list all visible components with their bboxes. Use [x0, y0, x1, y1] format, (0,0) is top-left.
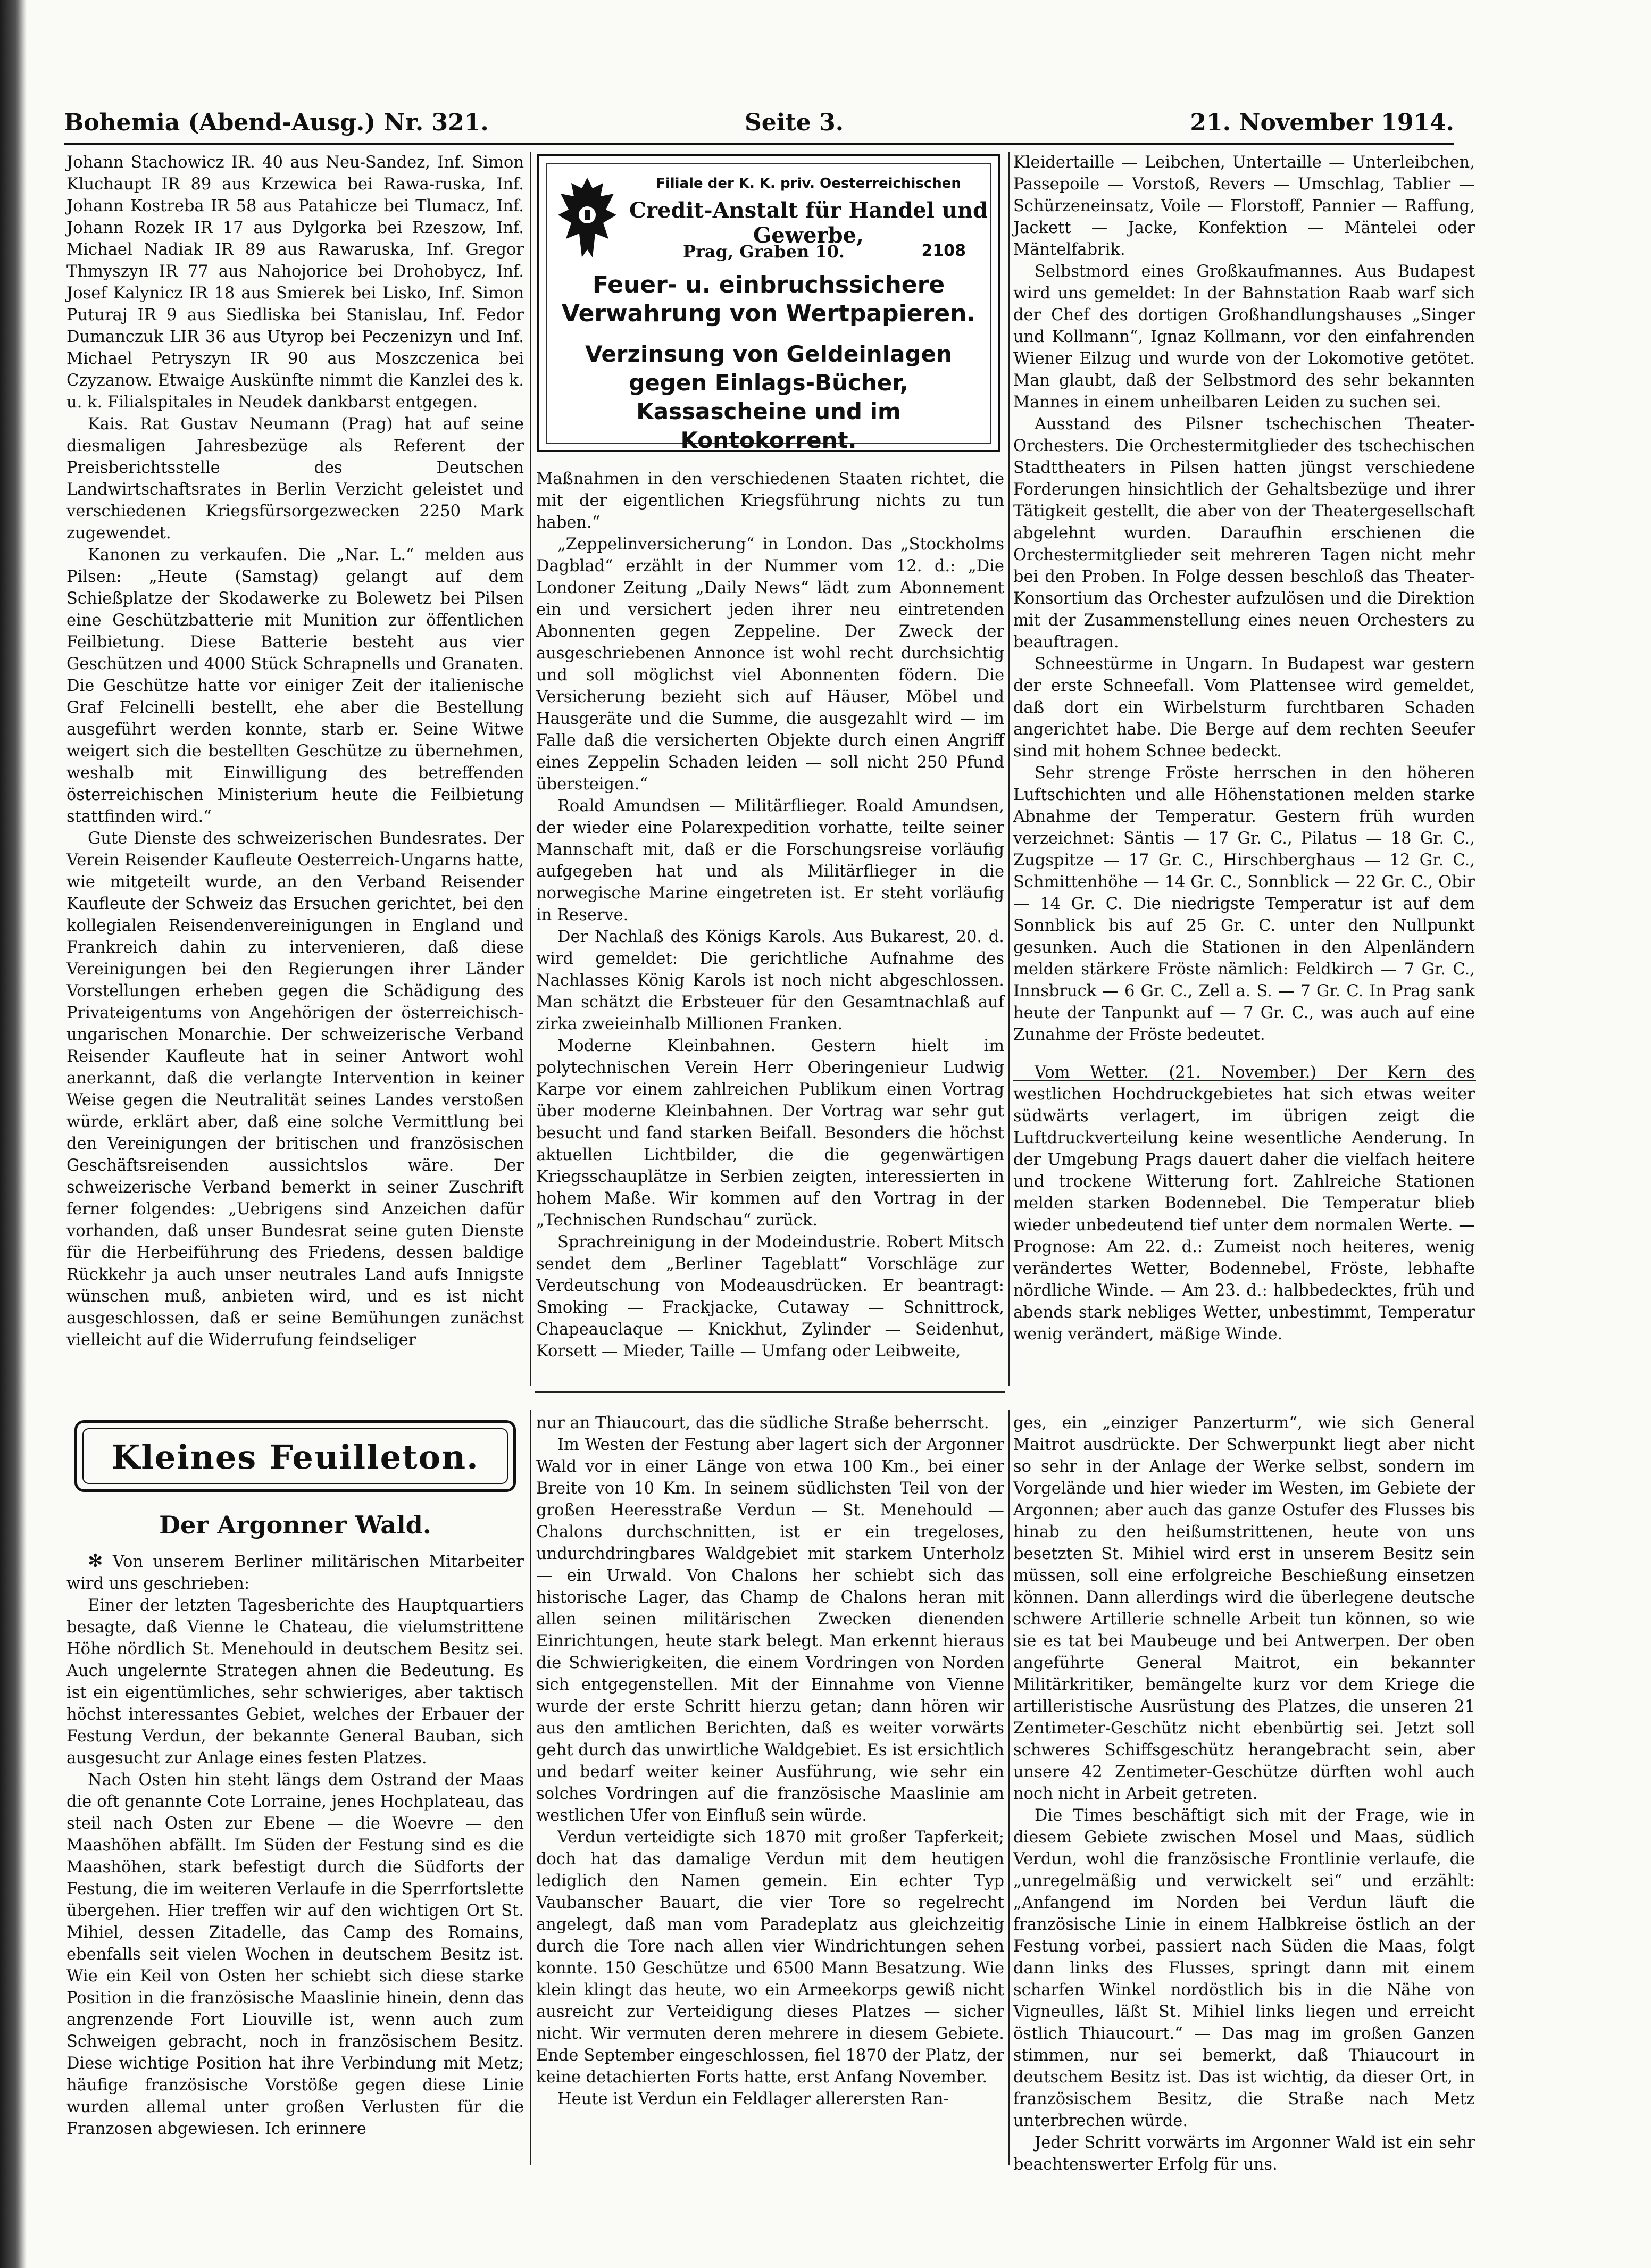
ad-line-1: Filiale der K. K. priv. Oesterreichischen: [656, 176, 961, 191]
column-2: [536, 468, 1004, 1362]
paragraph: Kanonen zu verkaufen. Die „Nar. L.“ melden aus Pilsen: „Heute (Samstag) gelangt auf dem Schießplatze der Skodawerke zu Bolewetz bei Pilsen eine Geschützbatterie mit Munition zur öffentlichen Feilbietung. Diese Batterie besteht aus vier Geschützen und 4000 Stück Schrapnells und Granaten. Die Geschütze hatte vor einiger Zeit der italienische Graf Felcinelli bestellt, ehe aber die Bestellung ausgeführt werden konnte, starb er. Seine Witwe weigert sich die bestellten Geschütze zu übernehmen, weshalb mit Einwilligung des betreffenden österreichischen Ministerium heute die Feilbietung stattfinden wird.“: [66, 546, 524, 826]
paragraph: ges, ein „einziger Panzerturm“, wie sich General Maitrot ausdrückte. Der Schwerpunkt liegt aber nicht so sehr in der Anlage der Werke selbst, sondern im Vorgelände und hier wieder im Westen, im Gebiete der Argonnen; aber auch das ganze Ostufer des Flusses bis hinab zu den heißumstrittenen, heute von uns besetzten St. Mihiel wird erst in unserem Besitz sein müssen, soll eine erfolgreiche Beschießung einsetzen können. Dann allerdings wird die überlegene deutsche schwere Artillerie schnelle Arbeit tun können, so wie sie es tat bei Maubeuge und bei Antwerpen. Der oben angeführte General Maitrot, ein bekannter Militärkritiker, bemängelte kurz vor dem Kriege die artilleristische Ausrüstung des Platzes, die unseren 21 Zentimeter-Geschütz nicht ebenbürtig sei. Jetzt soll schweres Schiffsgeschütz herangebracht sein, aber unsere 42 Zentimeter-Geschütze dürften wohl auch noch nicht in Arbeit getreten.: [1013, 1414, 1475, 1803]
paragraph: Kais. Rat Gustav Neumann (Prag) hat auf seine diesmaligen Jahresbezüge als Referent der Preisberichtsstelle des Deutschen Landwirtschaftsrates in Berlin Verzicht geleistet und verschiedenen Kriegsfürsorgezwecken 2250 Mark zugewendet.: [66, 415, 524, 543]
paragraph: „Zeppelinversicherung“ in London. Das „Stockholms Dagblad“ erzählt in der Nummer vom 12. d.: „Die Londoner Zeitung „Daily News“ lädt zum Abonnement ein und versichert jeden ihrer neu eintretenden Abonnenten gegen Zeppeline. Der Zweck der ausgeschriebenen Annonce ist wohl recht durchsichtig und soll möglichst viel Abonnenten födern. Die Versicherung bezieht sich auf Häuser, Möbel und Hausgeräte und die Summe, die ausgezahlt wird — im Falle daß die versicherten Objekte durch einen Angriff eines Zeppelin Schaden leiden — soll nicht 250 Pfund übersteigen.“: [536, 535, 1004, 794]
section-rule-mid: [535, 1391, 1005, 1393]
paragraph: Maßnahmen in den verschiedenen Staaten richtet, die mit der eigentlichen Kriegsführung nichts zu tun haben.“: [536, 470, 1004, 532]
ad-line-5: Verzinsung von Geldeinlagen gegen Einlags-Bücher, Kassascheine und im Kontokorrent.: [585, 341, 952, 453]
ad-line-2: Credit-Anstalt für Handel und Gewerbe,: [629, 198, 988, 248]
paragraph: Sehr strenge Fröste herrschen in den höheren Luftschichten und alle Höhenstationen melden starke Abnahme der Temperatur. Gestern früh wurden verzeichnet: Säntis — 17 Gr. C., Pilatus — 18 Gr. C., Zugspitze — 17 Gr. C., Hirschberghaus — 12 Gr. C., Schmittenhöhe — 14 Gr. C., Sonnblick — 22 Gr. C., Obir — 14 Gr. C. Die niedrigste Temperatur ist auf dem Sonnblick bis auf 25 Gr. C. unter den Nullpunkt gesunken. Auch die Stationen in den Alpenländern melden stärkere Fröste nämlich: Feldkirch — 7 Gr. C., Innsbruck — 6 Gr. C., Zell a. S. — 7 Gr. C. In Prag sank heute der Tanpunkt auf — 7 Gr. C., was auch auf eine Zunahme der Fröste bedeutet.: [1013, 764, 1475, 1044]
column-rule-2: [1008, 152, 1010, 1386]
column-1: [66, 152, 524, 1351]
paragraph: Gute Dienste des schweizerischen Bundesrates. Der Verein Reisender Kaufleute Oesterreich-Ungarns hatte, wie mitgeteilt wurde, an den Verband Reisender Kaufleute der Schweiz das Ersuchen gerichtet, bei den kollegialen Reisendenvereinigungen in England und Frankreich dahin zu intervenieren, daß diese Vereinigungen bei den Regierungen ihrer Länder Vorstellungen erheben gegen die Schädigung des Privateigentums von Angehörigen der österreichisch-ungarischen Monarchie. Der schweizerische Verband Reisender Kaufleute hat in seiner Antwort wohl anerkannt, daß die verlangte Intervention in keiner Weise gegen die Neutralität seines Landes verstoßen würde, erklärt aber, daß eine solche Vermittlung bei den Vereinigungen der britischen und französischen Geschäftsreisenden aussichtslos wäre. Der schweizerische Verband bemerkt in seiner Zuschrift ferner folgendes: „Uebrigens sind Anzeichen dafür vorhanden, daß unser Bundesrat seine guten Dienste für die Herbeiführung des Friedens, dessen baldige Rückkehr ja auch unser neutrales Land aufs Innigste wünschen muß, anbieten wird, und es ist nicht ausgeschlossen, daß er seine Bemühungen zunächst vielleicht auf die Widerrufung feindseliger: [66, 829, 524, 1349]
feuilleton-title: Kleines Feuilleton.: [111, 1438, 479, 1477]
ad-address: Prag, Graben 10.: [683, 241, 845, 262]
paragraph: Sprachreinigung in der Modeindustrie. Robert Mitsch sendet dem „Berliner Tageblatt“ Vorschläge zur Verdeutschung von Modeausdrücken. Er beantragt: Smoking — Frackjacke, Cutaway — Schnittrock, Chapeauclaque — Knickhut, Zylinder — Seidenhut, Korsett — Mieder, Taille — Umfang oder Leibweite,: [536, 1233, 1004, 1361]
paragraph: Moderne Kleinbahnen. Gestern hielt im polytechnischen Verein Herr Oberingenieur Ludwig Karpe vor einem zahlreichen Publikum einen Vortrag über moderne Kleinbahnen. Der Vortrag war sehr gut besucht und fand starken Beifall. Besonders die höchst aktuellen Lichtbilder, die die gegenwärtigen Kriegsschauplätze in Serbien zeigten, interessierten in hohem Maße. Wir kommen auf den Vortrag in der „Technischen Rundschau“ zurück.: [536, 1037, 1004, 1230]
column-rule-3: [530, 1410, 531, 2165]
double-eagle-icon: [555, 172, 619, 263]
paragraph: Der Nachlaß des Königs Karols. Aus Bukarest, 20. d. wird gemeldet: Die gerichtliche Aufnahme des Nachlasses König Karols ist noch nicht abgeschlossen. Man schätzt die Erbsteuer für den Gesamtnachlaß auf zirka zweieinhalb Millionen Franken.: [536, 928, 1004, 1033]
page-number: Seite 3.: [745, 109, 844, 136]
paragraph: [66, 1550, 524, 1595]
bank-advertisement: [537, 154, 1000, 452]
feuilleton-column-3: [1013, 1412, 1475, 2175]
paragraph: Johann Stachowicz IR. 40 aus Neu-Sandez, Inf. Simon Kluchaupt IR 89 aus Krzewica bei Rawa-ruska, Inf. Johann Kostreba IR 58 aus Patahicze bei Tlumacz, Inf. Johann Rozek IR 17 aus Dylgorka bei Rzeszow, Inf. Michael Nadiak IR 89 aus Rawaruska, Inf. Gregor Thmyszyn IR 77 aus Nahojorice bei Drohobycz, Inf. Josef Kalynicz IR 18 aus Smierek bei Lisko, Inf. Simon Puturaj IR 9 aus Siedliska bei Stanislau, Inf. Fedor Dumanczuk LIR 36 aus Utyrop bei Peczenizyn und Inf. Michael Petryszyn IR 90 aus Moszczenica bei Czyzanow. Etwaige Auskünfte nimmt die Kanzlei des k. u. k. Filialspitales in Neudek dankbarst entgegen.: [66, 153, 524, 412]
paragraph: Kleidertaille — Leibchen, Untertaille — Unterleibchen, Passepoile — Vorstoß, Revers — Umschlag, Tablier — Schürzeneinsatz, Voile — Florstoff, Pannier — Raffung, Jackett — Jacke, Konfektion — Mäntelei oder Mäntelfabrik.: [1013, 153, 1475, 259]
asterisk-icon: ✻: [88, 1550, 103, 1572]
feuilleton-banner: [74, 1420, 516, 1492]
paragraph: Verdun verteidigte sich 1870 mit großer Tapferkeit; doch hat das damalige Verdun mit dem heutigen lediglich den Namen gemein. Ein echter Typ Vaubanscher Bauart, die vier Tore so regelrecht angelegt, daß man vom Paradeplatz aus gleichzeitig durch die Tore nach allen vier Windrichtungen sehen konnte. 150 Geschütze und 6500 Mann Besatzung. Wie klein klingt das heute, wo ein Armeekorps gewiß nicht ausreicht zur Verteidigung dieses Platzes — sicher nicht. Wir vermuten deren mehrere in diesem Gebiete. Ende September eingeschlossen, fiel 1870 der Platz, der keine detachierten Forts hatte, erst Anfang November.: [536, 1828, 1004, 2087]
paragraph: Heute ist Verdun ein Feldlager allerersten Ran-: [557, 2090, 949, 2108]
paragraph: Einer der letzten Tagesberichte des Hauptquartiers besagte, daß Vienne le Chateau, die vielumstrittene Höhe nördlich St. Menehould in deutschem Besitz sei. Auch ungelernte Strategen ahnen die Bedeutung. Es ist ein eigentümliches, sehr schwieriges, aber taktisch höchst interessantes Gebiet, welches der Erbauer der Festung Verdun, der bekannte General Bauban, sich ausgesucht zur Anlage eines festen Platzes.: [66, 1596, 524, 1767]
paragraph: Im Westen der Festung aber lagert sich der Argonner Wald vor in einer Länge von etwa 100 Km., bei einer Breite von 10 Km. In seinem südlichsten Teil von der großen Heeresstraße Verdun — St. Menehould — Chalons durchschnitten, ist er ein tregeloses, undurchdringbares Waldgebiet mit starkem Unterholz — ein Urwald. Von Chalons her schiebt sich das historische Lager, das Champ de Chalons heran mit allen seinen militärischen Zwecken dienenden Einrichtungen, heute stark belegt. Man erkennt hieraus die Schwierigkeiten, die einem Vordringen von Norden sich entgegenstellen. Mit der Einnahme von Vienne wurde der erste Schritt hierzu getan; dann hören wir aus den amtlichen Berichten, daß es weiter vorwärts geht durch das unwirtliche Waldgebiet. Es ist ersichtlich und bedarf weiter keiner Ausführung, wie sehr ein solches Vordringen auf die französische Maaslinie am westlichen Ufer von Einfluß sein würde.: [536, 1436, 1004, 1825]
paragraph: nur an Thiaucourt, das die südliche Straße beherrscht.: [536, 1414, 989, 1432]
column-rule-1: [530, 152, 531, 1386]
issue-date: 21. November 1914.: [1190, 109, 1454, 136]
paragraph: Nach Osten hin steht längs dem Ostrand der Maas die oft genannte Cote Lorraine, jenes Hochplateau, das steil nach Osten zur Ebene — die Woevre — den Maashöhen abfällt. Im Süden der Festung sind es die Maashöhen, stark befestigt durch die Südforts der Festung, die im weiteren Verlaufe in die Sperrfortslette übergehen. Hier treffen wir auf den wichtigen Ort St. Mihiel, dessen Zitadelle, das Camp des Romains, ebenfalls seit vielen Wochen in deutschem Besitz ist. Wie ein Keil von Osten her schiebt sich diese starke Position in die französische Maaslinie hinein, denn das angrenzende Fort Liouville ist, wenn auch zum Schweigen gebracht, noch in französischem Besitz. Diese wichtige Position hat ihre Verbindung mit Metz; häufige französische Vorstöße gegen diese Linie wurden allemal unter großen Verlusten für die Franzosen abgewiesen. Ich erinnere: [66, 1771, 524, 2138]
paragraph: Roald Amundsen — Militärflieger. Roald Amundsen, der wieder eine Polarexpedition vorhatte, teilte seiner Mannschaft mit, daß er die Forschungsreise vorläufig aufgegeben hat und als Militärflieger in die norwegische Marine eingetreten ist. Er steht vorläufig in Reserve.: [536, 797, 1004, 924]
header-rule: [64, 143, 1454, 145]
paragraph: Ausstand des Pilsner tschechischen Theater-Orchesters. Die Orchestermitglieder des tschechischen Stadttheaters in Pilsen hatten jüngst verschiedene Forderungen hinsichtlich der Gehaltsbezüge und ihrer Tätigkeit gestellt, die aber von der Theatergesellschaft abgelehnt wurden. Daraufhin erschienen die Orchestermitglieder seit mehreren Tagen nicht mehr bei den Proben. In Folge dessen beschloß das Theater-Konsortium das Orchester aufzulösen und die Direktion mit der Zusammenstellung eines neuen Orchesters zu beauftragen.: [1013, 415, 1475, 652]
column-rule-4: [1008, 1410, 1010, 2165]
scan-left-shadow: [0, 0, 27, 2268]
ad-line-4: Feuer- u. einbruchssichere Verwahrung von Wertpapieren.: [561, 271, 976, 327]
paragraph: Jeder Schritt vorwärts im Argonner Wald ist ein sehr beachtenswerter Erfolg für uns.: [1013, 2133, 1475, 2174]
ad-number: 2108: [921, 241, 966, 260]
page-header: [64, 109, 1454, 146]
newspaper-issue: Bohemia (Abend-Ausg.) Nr. 321.: [64, 109, 489, 136]
feuilleton-intro: Von unserem Berliner militärischen Mitarbeiter wird uns geschrieben:: [66, 1553, 524, 1593]
paragraph: Die Times beschäftigt sich mit der Frage, wie in diesem Gebiete zwischen Mosel und Maas, südlich Verdun, wohl die französische Frontlinie verlaufe, die „unregelmäßig und verwickelt sei“ und erzählt: „Anfangend im Norden bei Verdun läuft die französische Linie in einem Halbkreise östlich an der Festung vorbei, passiert nach Süden die Maas, folgt dann links des Flusses, springt dann mit einem scharfen Winkel nordöstlich bis in die Nähe von Vigneulles, läßt St. Mihiel links liegen und erreicht östlich Thiaucourt.“ — Das mag im großen Ganzen stimmen, nur sei bemerkt, daß Thiaucourt in deutschem Besitz ist. Das ist wichtig, da dieser Ort, in französischem Besitz, die Straße nach Metz unterbrechen würde.: [1013, 1806, 1475, 2130]
column-3: [1013, 152, 1475, 1345]
feuilleton-column-2: [536, 1412, 1004, 2110]
paragraph: Selbstmord eines Großkaufmannes. Aus Budapest wird uns gemeldet: In der Bahnstation Raab warf sich der Chef des dortigen Großhandlungshauses „Singer und Kollmann“, Ignaz Kollmann, vor den einfahrenden Wiener Eilzug und wurde von der Lokomotive getötet. Man glaubt, daß der Selbstmord des sehr bekannten Mannes in einem unheilbaren Leiden zu suchen sei.: [1013, 262, 1475, 412]
article-title: Der Argonner Wald.: [159, 1511, 431, 1539]
paragraph: Vom Wetter. (21. November.) Der Kern des westlichen Hochdruckgebietes hat sich etwas weiter südwärts verlagert, im übrigen zeigt die Luftdruckverteilung keine wesentliche Aenderung. In der Umgebung Prags dauert daher die vielfach heitere und trockene Witterung fort. Zahlreiche Stationen melden starken Bodennebel. Die Temperatur blieb wieder unbedeutend tief unter dem normalen Werte. — Prognose: Am 22. d.: Zumeist noch heiteres, wenig verändertes Wetter, Bodennebel, Fröste, lebhafte nördliche Winde. — Am 23. d.: halbbedecktes, früh und abends stark nebliges Wetter, unbestimmt, Temperatur wenig verändert, mäßige Winde.: [1013, 1063, 1475, 1344]
feuilleton-column-1: [66, 1550, 524, 2140]
paragraph: Schneestürme in Ungarn. In Budapest war gestern der erste Schneefall. Vom Plattensee wird gemeldet, daß dort ein Wirbelsturm furchtbaren Schaden angerichtet habe. Die Berge auf dem rechten Seeufer sind mit hohem Schnee bedeckt.: [1013, 655, 1475, 761]
